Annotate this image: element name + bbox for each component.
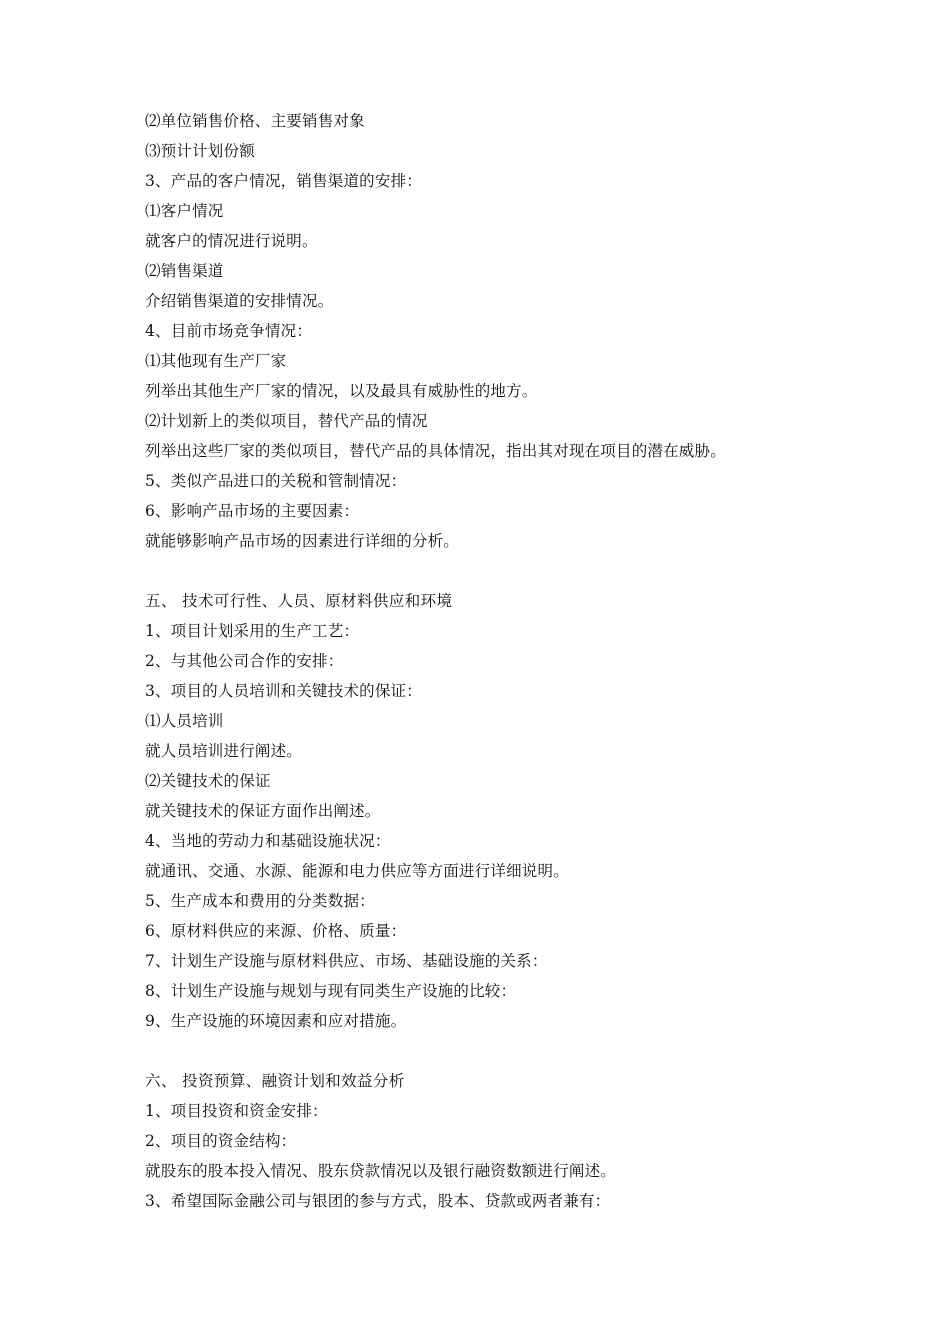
text-line: 7、计划生产设施与原材料供应、市场、基础设施的关系： [145, 952, 548, 970]
text-line: 2、与其他公司合作的安排： [145, 652, 344, 670]
section-heading: 五、 技术可行性、人员、原材料供应和环境 [145, 592, 453, 610]
text-line: 就股东的股本投入情况、股东贷款情况以及银行融资数额进行阐述。 [145, 1162, 617, 1180]
section-heading: 六、 投资预算、融资计划和效益分析 [145, 1072, 405, 1090]
text-line: 1、项目投资和资金安排： [145, 1102, 328, 1120]
text-line: 3、希望国际金融公司与银团的参与方式，股本、贷款或两者兼有： [145, 1192, 611, 1210]
paragraph-gap [145, 556, 845, 586]
text-line: 3、产品的客户情况，销售渠道的安排： [145, 172, 422, 190]
text-line: 就关键技术的保证方面作出阐述。 [145, 802, 381, 820]
text-line: 列举出这些厂家的类似项目，替代产品的具体情况，指出其对现在项目的潜在威胁。 [145, 442, 726, 460]
text-line: 就客户的情况进行说明。 [145, 232, 318, 250]
text-line: 5、生产成本和费用的分类数据： [145, 892, 375, 910]
text-line: 就通讯、交通、水源、能源和电力供应等方面进行详细说明。 [145, 862, 569, 880]
text-line: 3、项目的人员培训和关键技术的保证： [145, 682, 422, 700]
text-line: ⑵单位销售价格、主要销售对象 [145, 112, 365, 130]
paragraph-gap [145, 1036, 845, 1066]
document-body [145, 106, 845, 1216]
text-line: 9、生产设施的环境因素和应对措施。 [145, 1012, 407, 1030]
text-line: 就人员培训进行阐述。 [145, 742, 303, 760]
text-line: ⑵销售渠道 [145, 262, 224, 280]
text-line: ⑵计划新上的类似项目，替代产品的情况 [145, 412, 428, 430]
text-line: 8、计划生产设施与规划与现有同类生产设施的比较： [145, 982, 517, 1000]
text-line: 就能够影响产品市场的因素进行详细的分析。 [145, 532, 460, 550]
text-line: ⑴客户情况 [145, 202, 224, 220]
text-line: 6、原材料供应的来源、价格、质量： [145, 922, 407, 940]
text-line: 4、目前市场竞争情况： [145, 322, 313, 340]
text-line: 列举出其他生产厂家的情况，以及最具有威胁性的地方。 [145, 382, 538, 400]
text-line: 5、类似产品进口的关税和管制情况： [145, 472, 407, 490]
text-line: ⑴其他现有生产厂家 [145, 352, 287, 370]
text-line: ⑵关键技术的保证 [145, 772, 271, 790]
text-line: 4、当地的劳动力和基础设施状况： [145, 832, 391, 850]
text-line: 介绍销售渠道的安排情况。 [145, 292, 334, 310]
text-line: ⑴人员培训 [145, 712, 224, 730]
text-line: 6、影响产品市场的主要因素： [145, 502, 360, 520]
text-line: 2、项目的资金结构： [145, 1132, 297, 1150]
text-line: 1、项目计划采用的生产工艺： [145, 622, 360, 640]
text-line: ⑶预计计划份额 [145, 142, 255, 160]
